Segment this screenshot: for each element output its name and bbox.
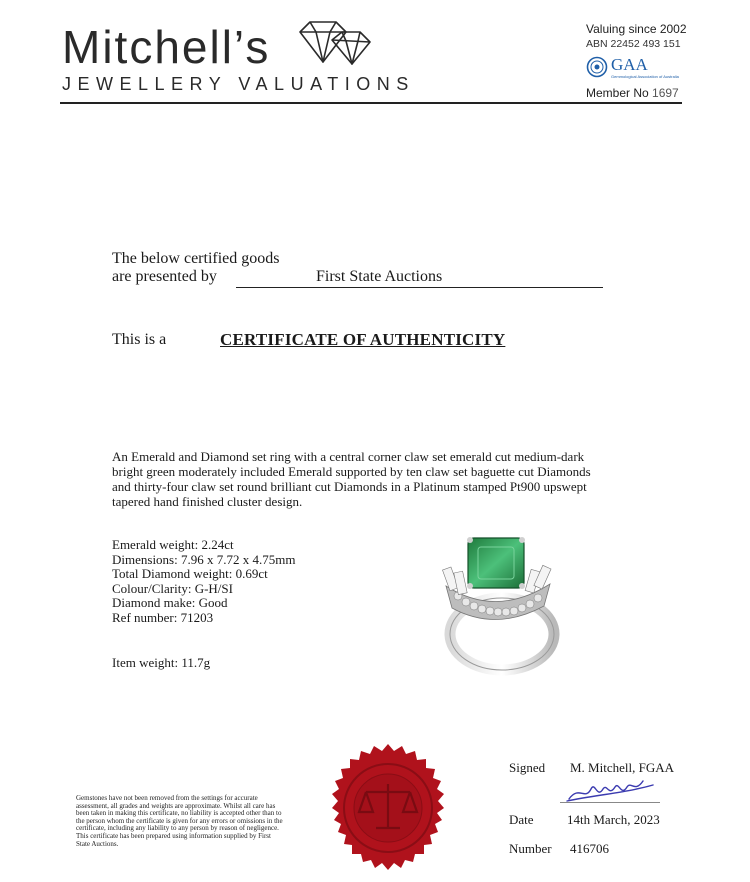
spec-dimensions: Dimensions: 7.96 x 7.72 x 4.75mm bbox=[112, 551, 296, 567]
certificate-title: CERTIFICATE OF AUTHENTICITY bbox=[220, 330, 506, 349]
header-divider bbox=[60, 102, 682, 104]
handwritten-signature-icon bbox=[565, 775, 655, 805]
member-value: 1697 bbox=[652, 86, 679, 100]
abn-number: ABN 22452 493 151 bbox=[586, 38, 681, 50]
spec-list bbox=[112, 538, 295, 626]
ring-photo bbox=[432, 526, 560, 676]
diamond-logo-icon bbox=[296, 20, 374, 66]
certificate-number: 416706 bbox=[570, 841, 609, 856]
spec-diamond-weight: Total Diamond weight: 0.69ct bbox=[112, 566, 268, 582]
valuing-since: Valuing since 2002 bbox=[586, 22, 687, 36]
spec-colour-clarity: Colour/Clarity: G-H/SI bbox=[112, 580, 233, 596]
signatory-name: M. Mitchell, FGAA bbox=[570, 760, 674, 775]
disclaimer-text: Gemstones have not been removed from the settings for accurate assessment, all grades and weights are approximate. Whilst all care has been taken in making this certificate, no liability is accepted other than to the person whom the certificate is given for any errors or omissions in the certificate, including any liability to any person by reason of negligence. This certificate has been prepared using information supplied by First State Auctions. bbox=[76, 794, 283, 848]
gaa-subtext: Gemmological Association of Australia bbox=[611, 74, 679, 79]
signed-label: Signed bbox=[509, 760, 546, 775]
gaa-logo-text: GAA bbox=[611, 55, 648, 74]
member-number bbox=[586, 86, 679, 100]
spec-ref-number: Ref number: 71203 bbox=[112, 609, 214, 625]
presenter-underline bbox=[236, 287, 603, 288]
signature-line bbox=[560, 802, 660, 803]
number-label: Number bbox=[509, 841, 552, 856]
date-value: 14th March, 2023 bbox=[567, 812, 660, 827]
presenter-name: First State Auctions bbox=[316, 268, 443, 285]
spec-emerald-weight: Emerald weight: 2.24ct bbox=[112, 537, 234, 552]
date-label: Date bbox=[509, 812, 534, 827]
member-label: Member No bbox=[586, 86, 649, 100]
intro-line-2: are presented by bbox=[112, 268, 217, 285]
gaa-emblem-icon bbox=[586, 56, 608, 78]
intro-line-1: The below certified goods bbox=[112, 250, 280, 267]
brand-subtitle: JEWELLERY VALUATIONS bbox=[62, 74, 415, 94]
item-weight: Item weight: 11.7g bbox=[112, 655, 211, 670]
brand-name: Mitchell’s bbox=[62, 21, 271, 73]
certificate-prefix: This is a bbox=[112, 331, 167, 348]
spec-diamond-make: Diamond make: Good bbox=[112, 595, 228, 611]
wax-seal-icon bbox=[314, 732, 462, 880]
item-description: An Emerald and Diamond set ring with a central corner claw set emerald cut medium-dark bright green moderately included Emerald supported by ten claw set baguette cut Diamonds and thirty-four claw set round brilliant cut Diamonds in a Platinum stamped Pt900 upswept tapered hand finished cluster design. bbox=[112, 449, 591, 509]
